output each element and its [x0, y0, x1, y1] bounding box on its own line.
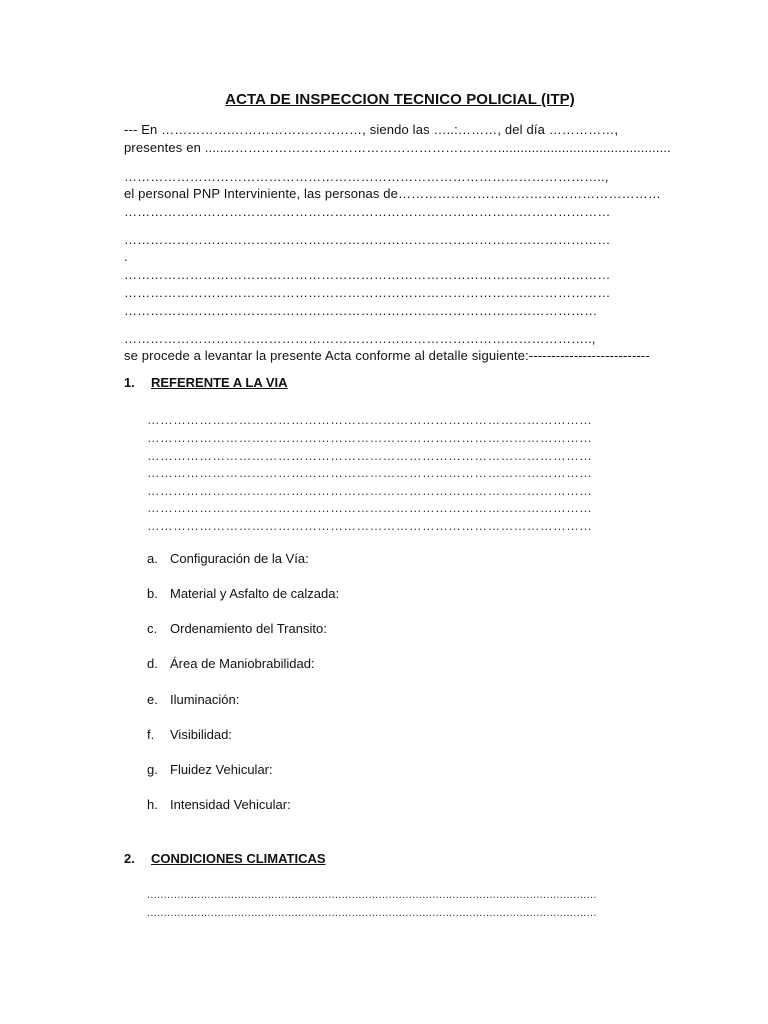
section-1-dotted-line-6: …………………………………………………………………………………………: [147, 501, 593, 515]
intro-line-3: ………………………………………………………………………………………………..,: [124, 169, 609, 184]
list-item-letter: c.: [147, 621, 158, 636]
list-item-letter: b.: [147, 586, 158, 601]
list-item-letter: h.: [147, 797, 158, 812]
list-item-letter: d.: [147, 656, 158, 671]
section-2-heading: [124, 851, 424, 869]
document-title: ACTA DE INSPECCION TECNICO POLICIAL (ITP): [225, 91, 575, 108]
list-item-letter: g.: [147, 762, 158, 777]
list-item-letter: e.: [147, 692, 158, 707]
intro-line-5: …………………………………………………………………………………………………: [124, 204, 611, 219]
section-1-dotted-line-4: …………………………………………………………………………………………: [147, 466, 593, 480]
list-item-label: Iluminación:: [170, 692, 240, 707]
intro-line-9: …………………………………………………………………………………………………: [124, 285, 611, 300]
list-item-label: Ordenamiento del Transito:: [170, 621, 327, 636]
list-item-label: Configuración de la Vía:: [170, 551, 309, 566]
intro-line-4: el personal PNP Interviniente, las personas de……………………………………………………: [124, 186, 662, 201]
section-2-number: 2.: [124, 851, 135, 866]
list-item-letter: f.: [147, 727, 155, 742]
intro-line-11: ……………………………………………………………………………………………..,: [124, 331, 596, 346]
intro-line-10: ………………………………………………………………………………………………: [124, 303, 598, 318]
intro-line-7: .: [124, 249, 128, 264]
section-1-heading: [124, 375, 424, 393]
intro-line-1: --- En …………….…………………………, siendo las …..:………, del día ……………,: [124, 122, 619, 137]
section-1-title: REFERENTE A LA VIA: [151, 375, 288, 390]
intro-line-6: …………………………………………………………………………………………………: [124, 232, 611, 247]
intro-line-12: se procede a levantar la presente Acta conforme al detalle siguiente:---------------------------: [124, 348, 650, 363]
section-1-dotted-line-5: …………………………………………………………………………………………: [147, 484, 593, 498]
list-item-label: Visibilidad:: [170, 727, 232, 742]
section-1-dotted-line-1: …………………………………………………………………………………………: [147, 413, 593, 427]
section-2-title: CONDICIONES CLIMATICAS: [151, 851, 326, 866]
list-item-label: Material y Asfalto de calzada:: [170, 586, 340, 601]
list-item-label: Área de Maniobrabilidad:: [170, 656, 315, 671]
section-2-dotted-line-1: ......................................................................................................................................: [147, 889, 597, 901]
list-item-label: Fluidez Vehicular:: [170, 762, 273, 777]
section-2-dotted-line-2: ......................................................................................................................................: [147, 907, 597, 919]
list-item-label: Intensidad Vehicular:: [170, 797, 291, 812]
intro-line-2: presentes en ........……………………………………………………..............................................: [124, 140, 671, 155]
section-1-dotted-line-3: …………………………………………………………………………………………: [147, 449, 593, 463]
section-1-dotted-line-7: …………………………………………………………………………………………: [147, 519, 593, 533]
list-item-letter: a.: [147, 551, 158, 566]
section-1-dotted-line-2: …………………………………………………………………………………………: [147, 431, 593, 445]
intro-line-8: …………………………………………………………………………………………………: [124, 267, 611, 282]
section-1-number: 1.: [124, 375, 135, 390]
